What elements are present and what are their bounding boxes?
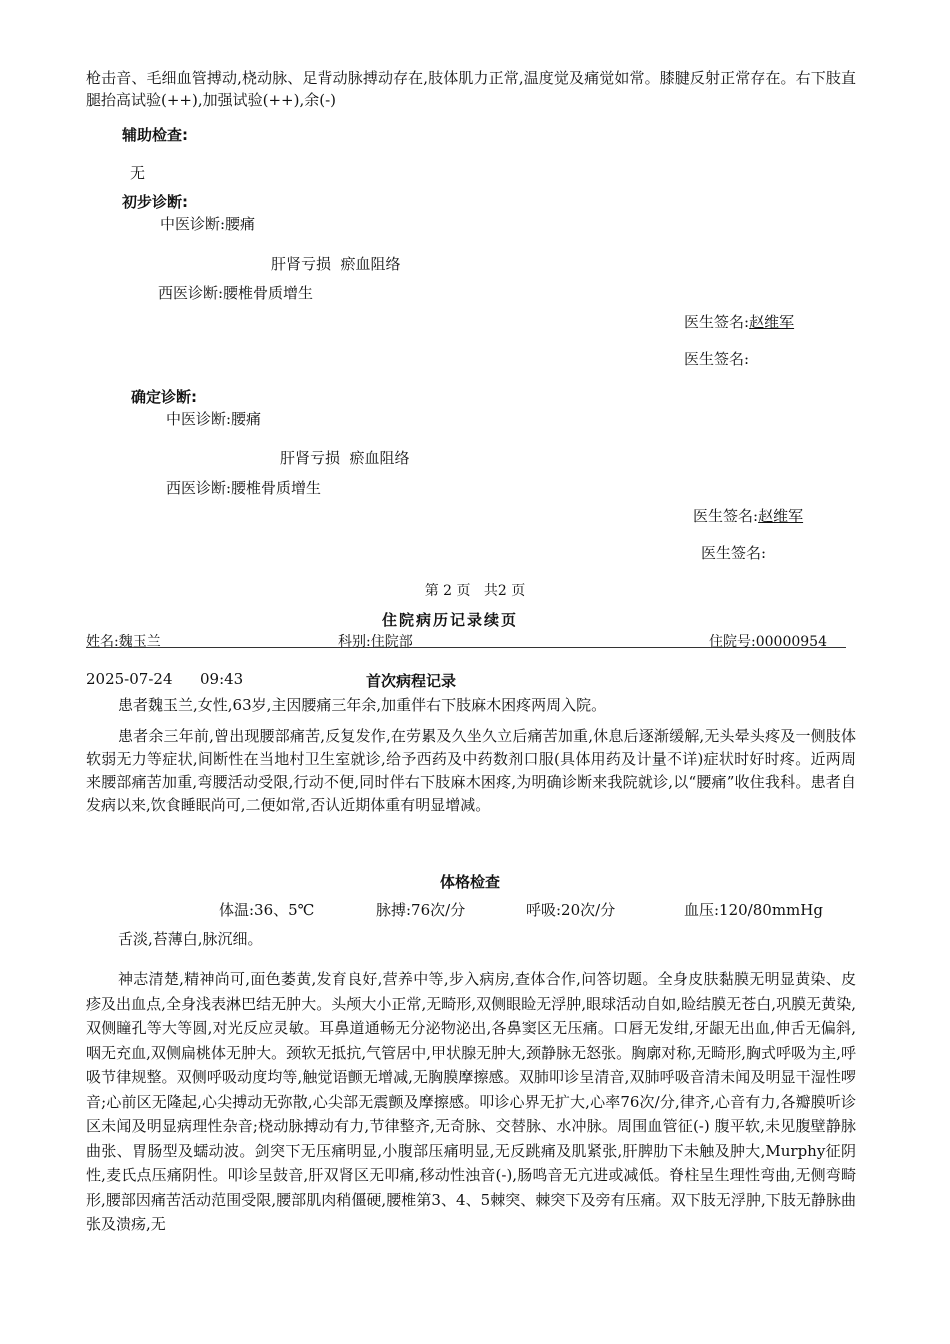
signature-name: 赵维军	[758, 507, 804, 525]
general-exam-text: 神志清楚,精神尚可,面色萎黄,发育良好,营养中等,步入病房,查体合作,问答切题。全身皮肤黏膜无明显黄染、皮疹及出血点,全身浅表淋巴结无肿大。头颅大小正常,无畸形,双侧眼睑无浮肿,眼球活动自如,睑结膜无苍白,巩膜无黄染,双侧瞳孔等大等圆,对光反应灵敏。耳鼻道通畅无分泌物泌出,各鼻窦区无压痛。口唇无发绀,牙龈无出血,伸舌无偏斜,咽无充血,双侧扁桃体无肿大。颈软无抵抗,气管居中,甲状腺无肿大,颈静脉无怒张。胸廓对称,无畸形,胸式呼吸为主,呼吸节律规整。双侧呼吸动度均等,触觉语颤无增减,无胸膜摩擦感。双肺叩诊呈清音,双肺呼吸音清未闻及明显干湿性啰音;心前区无隆起,心尖搏动无弥散,心尖部无震颤及摩擦感。叩诊心界无扩大,心率76次/分,律齐,心音有力,各瓣膜听诊区未闻及明显病理性杂音;桡动脉搏动有力,节律整齐,无奇脉、交替脉、水冲脉。周围血管征(-) 腹平软,未见腹壁静脉曲张、胃肠型及蠕动波。剑突下无压痛明显,小腹部压痛明显,无反跳痛及肌紧张,肝脾肋下未触及肿大,Murphy征阴性,麦氏点压痛阴性。叩诊呈鼓音,肝双肾区无叩痛,移动性浊音(-),肠鸣音无亢进或减低。脊柱呈生理性弯曲,无侧弯畸形,腰部因痛苦活动范围受限,腰部肌肉稍僵硬,腰椎第3、4、5棘突、棘突下及旁有压痛。双下肢无浮肿,下肢无静脉曲张及溃疡,无	[86, 970, 856, 1233]
vital-temperature: 体温:36、5℃	[219, 901, 315, 919]
confirmed-western-diagnosis: 西医诊断:腰椎骨质增生	[166, 479, 322, 497]
exam-continuation-text: 枪击音、毛细血管搏动,桡动脉、足背动脉搏动存在,肢体肌力正常,温度觉及痛觉如常。膝腱反射正常存在。右下肢直腿抬高试验(++),加强试验(++),余(-)	[86, 69, 856, 109]
initial-tcm-diagnosis: 中医诊断:腰痛	[160, 215, 256, 233]
tongue-pulse-text: 舌淡,苔薄白,脉沉细。	[118, 930, 263, 948]
signature-label: 医生签名:	[684, 313, 750, 331]
initial-diagnosis-heading: 初步诊断:	[122, 193, 188, 211]
header-divider	[86, 647, 846, 648]
physical-exam-title: 体格检查	[439, 873, 500, 891]
note-intro: 患者魏玉兰,女性,63岁,主因腰痛三年余,加重伴右下肢麻木困疼两周入院。	[118, 696, 607, 714]
patient-department: 科别:住院部	[338, 634, 413, 650]
confirmed-doctor-signature-2: 医生签名:	[701, 544, 767, 562]
progress-note-title: 首次病程记录	[366, 672, 457, 690]
initial-tcm-syndrome: 肝肾亏损 瘀血阻络	[271, 255, 401, 273]
initial-western-diagnosis: 西医诊断:腰椎骨质增生	[158, 284, 314, 302]
signature-name: 赵维军	[749, 313, 795, 331]
note-date: 2025-07-24	[86, 670, 173, 688]
vital-respiration: 呼吸:20次/分	[526, 901, 616, 919]
patient-name: 姓名:魏玉兰	[86, 634, 161, 650]
vital-blood-pressure: 血压:120/80mmHg	[684, 901, 823, 919]
vital-pulse: 脉搏:76次/分	[376, 901, 466, 919]
aux-exam-heading: 辅助检查:	[122, 126, 188, 144]
admission-number: 住院号:00000954	[709, 634, 827, 650]
present-illness-history: 患者余三年前,曾出现腰部痛苦,反复发作,在劳累及久坐久立后痛苦加重,休息后逐渐缓解,无头晕头疼及一侧肢体软弱无力等症状,间断性在当地村卫生室就诊,给予西药及中药数剂口服(具体用药及计量不详)症状时好时疼。近两周来腰部痛苦加重,弯腰活动受限,行动不便,同时伴右下肢麻木困疼,为明确诊断来我院就诊,以“腰痛”收住我科。患者自发病以来,饮食睡眠尚可,二便如常,否认近期体重有明显增减。	[86, 727, 856, 814]
continuation-title: 住院病历记录续页	[381, 611, 518, 629]
page-number: 第 2 页 共2 页	[424, 583, 526, 599]
confirmed-tcm-diagnosis: 中医诊断:腰痛	[166, 410, 262, 428]
signature-label: 医生签名:	[693, 507, 759, 525]
confirmed-tcm-syndrome: 肝肾亏损 瘀血阻络	[280, 449, 410, 467]
confirmed-diagnosis-heading: 确定诊断:	[131, 388, 197, 406]
aux-exam-value: 无	[130, 164, 146, 182]
confirmed-doctor-signature	[693, 505, 803, 526]
initial-doctor-signature-2: 医生签名:	[684, 350, 750, 368]
note-time: 09:43	[200, 670, 244, 688]
initial-doctor-signature	[684, 311, 794, 332]
